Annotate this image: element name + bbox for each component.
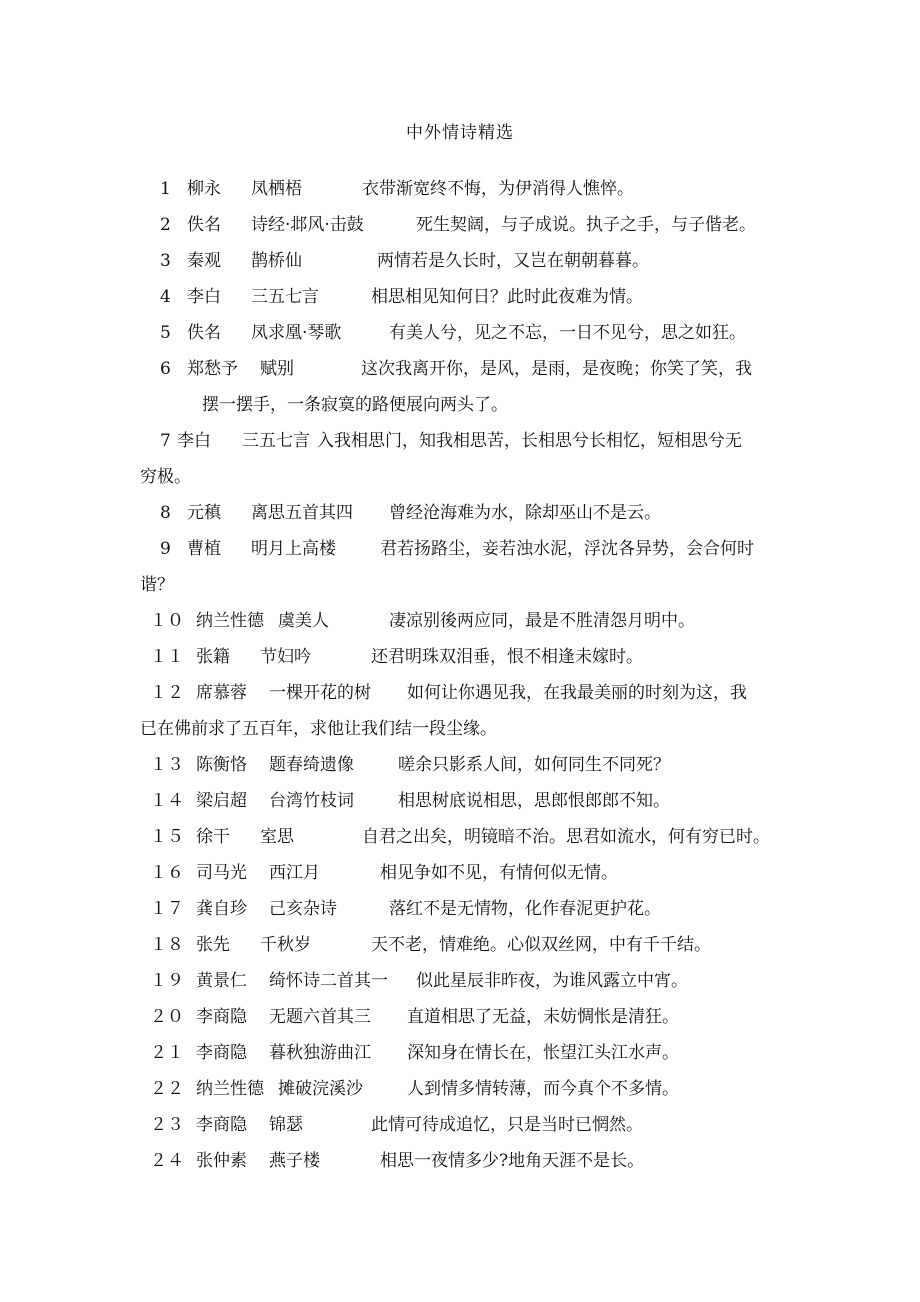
entry-work: 台湾竹枝词: [269, 791, 354, 811]
entry-work: 诗经·邶风·击鼓: [251, 215, 364, 235]
entry-author: 李商隐: [196, 1115, 247, 1135]
entry-number: 6: [160, 359, 171, 379]
entry-author: 李商隐: [196, 1007, 247, 1027]
entry-work: 室思: [260, 827, 294, 847]
entry-text: 相见争如不见，有情何似无情。: [380, 863, 618, 883]
entry-number: ２４: [150, 1151, 184, 1171]
entry-work: 题春绮遗像: [269, 755, 354, 775]
entry-text: 两情若是久长时，又岂在朝朝暮暮。: [377, 251, 649, 271]
entry-text: 有美人兮，见之不忘，一日不见兮，思之如狂。: [389, 323, 746, 343]
entry-text-continued: 已在佛前求了五百年，求他让我们结一段尘缘。: [140, 719, 497, 739]
entry-text: 嗟余只影系人间，如何同生不同死？: [398, 755, 670, 775]
entry-number: １２: [150, 683, 184, 703]
entry-text: 此情可待成追忆，只是当时已惘然。: [371, 1115, 643, 1135]
entry-number: １４: [150, 791, 184, 811]
entry-text-continued: 穷极。: [140, 467, 191, 487]
entry-work: 摊破浣溪沙: [278, 1079, 363, 1099]
entry-number: １０: [150, 611, 184, 631]
entry-work: 己亥杂诗: [269, 899, 337, 919]
entry-work: 绮怀诗二首其一: [269, 971, 388, 991]
entry-work: 赋别: [260, 359, 294, 379]
entry-author: 龚自珍: [196, 899, 247, 919]
entry-text: 凄凉别後两应同，最是不胜清怨月明中。: [389, 611, 695, 631]
entry-work: 凤求凰·琴歌: [251, 323, 342, 343]
entry-text: 天不老，情难绝。心似双丝网，中有千千结。: [371, 935, 711, 955]
entry-author: 徐干: [196, 827, 230, 847]
entry-number: １７: [150, 899, 184, 919]
entry-author: 张仲素: [196, 1151, 247, 1171]
entry-number: 7: [160, 431, 171, 451]
entry-author: 李白: [187, 287, 221, 307]
entry-number: 5: [160, 323, 171, 343]
entry-text: 还君明珠双泪垂，恨不相逢未嫁时。: [371, 647, 643, 667]
entry-text: 入我相思门，知我相思苦，长相思兮长相忆，短相思兮无: [317, 431, 742, 451]
entry-author: 黄景仁: [196, 971, 247, 991]
entry-work: 无题六首其三: [269, 1007, 371, 1027]
entry-work: 燕子楼: [269, 1151, 320, 1171]
entry-number: １３: [150, 755, 184, 775]
entry-work: 一棵开花的树: [269, 683, 371, 703]
entry-text: 相思相见知何日？此时此夜难为情。: [371, 287, 643, 307]
entry-text: 衣带渐宽终不悔，为伊消得人憔悴。: [362, 179, 634, 199]
entry-work: 明月上高楼: [251, 539, 336, 559]
entry-number: ２０: [150, 1007, 184, 1027]
entry-author: 郑愁予: [187, 359, 238, 379]
entry-text: 如何让你遇见我，在我最美丽的时刻为这，我: [407, 683, 747, 703]
entry-text: 落红不是无情物，化作春泥更护花。: [389, 899, 661, 919]
entry-work: 暮秋独游曲江: [269, 1043, 371, 1063]
entry-text: 似此星辰非昨夜，为谁风露立中宵。: [416, 971, 688, 991]
entry-author: 佚名: [187, 215, 221, 235]
entry-author: 秦观: [187, 251, 221, 271]
entry-author: 张籍: [196, 647, 230, 667]
entry-number: 8: [160, 503, 171, 523]
entry-work: 三五七言: [242, 431, 310, 451]
entry-text: 深知身在情长在，怅望江头江水声。: [407, 1043, 679, 1063]
entry-number: 9: [160, 539, 171, 559]
entry-work: 三五七言: [251, 287, 319, 307]
entry-number: 1: [160, 179, 171, 199]
entry-author: 陈衡恪: [196, 755, 247, 775]
entry-text: 直道相思了无益，未妨惆怅是清狂。: [407, 1007, 679, 1027]
entry-author: 柳永: [187, 179, 221, 199]
entry-number: １５: [150, 827, 184, 847]
entry-author: 纳兰性德: [196, 611, 264, 631]
entry-number: １１: [150, 647, 184, 667]
entry-author: 曹植: [187, 539, 221, 559]
entry-author: 李白: [177, 431, 211, 451]
entry-text: 曾经沧海难为水，除却巫山不是云。: [389, 503, 661, 523]
entry-author: 司马光: [196, 863, 247, 883]
entry-number: ２３: [150, 1115, 184, 1135]
entry-author: 梁启超: [196, 791, 247, 811]
entry-work: 鹊桥仙: [251, 251, 302, 271]
entry-author: 佚名: [187, 323, 221, 343]
entry-number: 2: [160, 215, 171, 235]
entry-work: 西江月: [269, 863, 320, 883]
entry-work: 离思五首其四: [251, 503, 353, 523]
entry-number: ２２: [150, 1079, 184, 1099]
entry-work: 节妇吟: [260, 647, 311, 667]
entry-number: ２１: [150, 1043, 184, 1063]
entry-text: 相思一夜情多少?地角天涯不是长。: [380, 1151, 645, 1171]
entry-text: 死生契阔，与子成说。执子之手，与子偕老。: [416, 215, 756, 235]
entry-work: 千秋岁: [260, 935, 311, 955]
entry-work: 锦瑟: [269, 1115, 303, 1135]
entry-text: 自君之出矣，明镜暗不治。思君如流水，何有穷已时。: [362, 827, 770, 847]
entry-author: 张先: [196, 935, 230, 955]
entry-author: 席慕蓉: [196, 683, 247, 703]
entry-number: １８: [150, 935, 184, 955]
page-title: 中外情诗精选: [406, 123, 514, 143]
entry-work: 凤栖梧: [251, 179, 302, 199]
entry-author: 李商隐: [196, 1043, 247, 1063]
entry-number: 3: [160, 251, 171, 271]
entry-number: 4: [160, 287, 171, 307]
entry-work: 虞美人: [278, 611, 329, 631]
entry-number: １９: [150, 971, 184, 991]
entry-text: 人到情多情转薄，而今真个不多情。: [407, 1079, 679, 1099]
entry-text-continued: 谐？: [140, 575, 174, 595]
entry-author: 元稹: [187, 503, 221, 523]
entry-author: 纳兰性德: [196, 1079, 264, 1099]
entry-number: １６: [150, 863, 184, 883]
entry-text: 君若扬路尘，妾若浊水泥，浮沈各异势，会合何时: [380, 539, 754, 559]
entry-text: 这次我离开你，是风，是雨，是夜晚；你笑了笑，我: [361, 359, 752, 379]
entry-text-continued: 摆一摆手，一条寂寞的路便展向两头了。: [202, 395, 508, 415]
entry-text: 相思树底说相思，思郎恨郎郎不知。: [398, 791, 670, 811]
